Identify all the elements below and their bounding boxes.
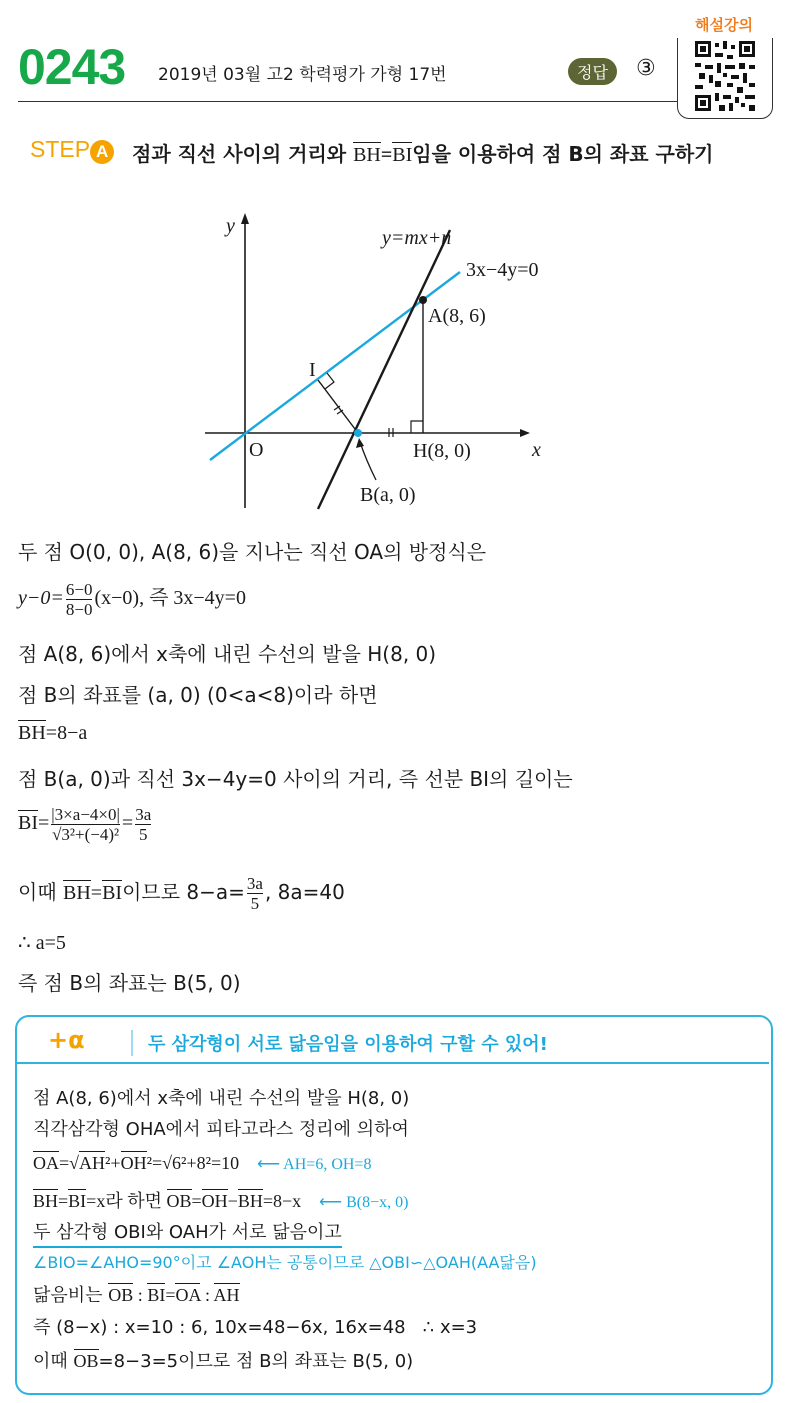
qr-label: 해설강의: [695, 16, 753, 34]
denominator: 8−0: [65, 600, 93, 619]
numerator: 6−0: [65, 580, 93, 599]
step-title-text: 점과 직선 사이의 거리와: [132, 142, 354, 166]
text: =: [191, 1191, 202, 1211]
label-a: A(8, 6): [428, 305, 486, 327]
problem-source: 2019년 03월 고2 학력평가 가형 17번: [158, 65, 447, 85]
box-line: [33, 1347, 413, 1373]
text: (x−0), 즉 3x−4y=0: [94, 587, 246, 610]
text: ²+: [105, 1153, 121, 1173]
fraction: [66, 580, 93, 619]
step-letter: A: [90, 140, 114, 164]
box-line: [33, 1218, 342, 1244]
denominator: 5: [247, 893, 263, 913]
denominator: 5: [135, 824, 151, 844]
hint-note: ⟵ B(8−x, 0): [319, 1194, 409, 1211]
text: =√: [59, 1153, 80, 1173]
underlined-text: 두 삼각형 OBI와 OAH가 서로 닮음이고: [33, 1222, 342, 1248]
text: 이때: [33, 1351, 74, 1372]
segment: OB: [73, 1351, 99, 1371]
text: :: [133, 1285, 148, 1305]
title-separator: [131, 1030, 133, 1056]
step-title: [132, 139, 752, 170]
box-line: 직각삼각형 OHA에서 피타고라스 정리에 의하여: [33, 1119, 409, 1140]
right-angle-h: [411, 421, 423, 433]
answer-badge: 정답: [568, 58, 617, 85]
segment: BH: [63, 882, 91, 904]
step-badge: [30, 136, 114, 164]
segment: AH: [213, 1285, 240, 1305]
box-line: [33, 1153, 371, 1174]
segment: BI: [102, 882, 123, 904]
segment: OB: [108, 1285, 134, 1305]
y-axis-arrow-icon: [241, 213, 249, 224]
segment: BI: [147, 1285, 166, 1305]
body-line: 두 점 O(0, 0), A(8, 6)을 지나는 직선 OA의 방정식은: [18, 540, 487, 564]
text: :: [200, 1285, 214, 1305]
text: y−0=: [18, 587, 64, 610]
alpha-box-title: 두 삼각형이 서로 닮음임을 이용하여 구할 수 있어!: [148, 1034, 548, 1055]
alpha-badge: +α: [48, 1026, 85, 1054]
text: =: [121, 812, 134, 835]
segment-bi: BI: [392, 144, 413, 166]
step-word: STEP: [30, 136, 91, 162]
problem-number: 0243: [18, 39, 126, 95]
step-title-text: 임을 이용하여 점 B의 좌표 구하기: [412, 142, 714, 166]
box-line: 즉 (8−x) : x=10 : 6, 10x=48−6x, 16x=48 ∴ x=3: [33, 1317, 478, 1338]
segment: OH: [201, 1191, 228, 1211]
body-line: [18, 722, 87, 745]
body-line: [18, 805, 153, 844]
segment: OA: [175, 1285, 201, 1305]
segment: AH: [79, 1153, 106, 1173]
pointer-arrow: [360, 442, 376, 480]
segment: OH: [120, 1153, 147, 1173]
text: 닮음비는: [33, 1285, 109, 1306]
box-line: [33, 1187, 408, 1213]
box-line-reason: ∠BIO=∠AHO=90°이고 ∠AOH는 공통이므로 △OBI∽△OAH(AA닮음): [33, 1253, 537, 1272]
text: , 8a=40: [264, 880, 345, 904]
header-divider: [18, 101, 678, 102]
denominator: √3²+(−4)²: [52, 825, 120, 844]
box-line: 점 A(8, 6)에서 x축에 내린 수선의 발을 H(8, 0): [33, 1088, 410, 1109]
body-line: [18, 580, 246, 619]
label-y: y: [226, 215, 235, 237]
text: ²=√6²+8²=10: [146, 1153, 240, 1173]
text: =: [58, 1191, 69, 1211]
qr-code-icon: [695, 41, 755, 111]
segment: BH: [18, 722, 46, 744]
body-line: 점 B(a, 0)과 직선 3x−4y=0 사이의 거리, 즉 선분 BI의 길이는: [18, 767, 573, 791]
line-mx-n: [318, 230, 450, 509]
point-b: [354, 429, 362, 437]
text: =: [165, 1285, 176, 1305]
segment: BI: [18, 812, 38, 835]
body-line: ∴ a=5: [18, 932, 66, 954]
perpendicular-bi: [318, 380, 358, 433]
body-line: 점 A(8, 6)에서 x축에 내린 수선의 발을 H(8, 0): [18, 642, 437, 666]
point-a: [419, 296, 427, 304]
fraction: [51, 805, 120, 844]
body-line: 점 B의 좌표를 (a, 0) (0<a<8)이라 하면: [18, 683, 378, 707]
label-line-mx-n: y=mx+n: [382, 227, 452, 249]
equals: =: [380, 144, 393, 166]
body-line: 즉 점 B의 좌표는 B(5, 0): [18, 971, 241, 995]
text: −: [227, 1191, 238, 1211]
numerator: 3a: [135, 805, 152, 824]
text: =8−x: [262, 1191, 302, 1211]
label-x: x: [532, 439, 541, 461]
pointer-arrowhead-icon: [356, 438, 364, 448]
text: 이므로 8−a=: [122, 880, 245, 904]
qr-code[interactable]: [677, 38, 773, 119]
text: =: [90, 882, 103, 904]
segment: BH: [237, 1191, 263, 1211]
label-b: B(a, 0): [360, 484, 416, 506]
text: =8−3=5이므로 점 B의 좌표는 B(5, 0): [98, 1351, 414, 1372]
body-line: [18, 874, 345, 913]
label-o: O: [249, 439, 264, 461]
segment: OA: [33, 1153, 59, 1173]
numerator: |3×a−4×0|: [51, 805, 120, 824]
fraction: [135, 805, 151, 844]
label-i: I: [309, 359, 316, 381]
x-axis-arrow-icon: [520, 429, 530, 437]
segment: OB: [166, 1191, 192, 1211]
coordinate-diagram: [0, 200, 795, 520]
text: =: [38, 812, 50, 835]
label-h: H(8, 0): [413, 440, 471, 462]
segment-bh: BH: [353, 144, 381, 166]
numerator: 3a: [246, 874, 263, 893]
label-line-3x-4y: 3x−4y=0: [466, 259, 539, 281]
right-angle-i: [325, 373, 334, 389]
segment: BI: [68, 1191, 87, 1211]
text: =8−a: [45, 722, 88, 744]
fraction: [247, 874, 263, 913]
box-line: [33, 1281, 240, 1307]
hint-note: ⟵ AH=6, OH=8: [257, 1156, 372, 1173]
text: =x라 하면: [86, 1191, 167, 1211]
segment: BH: [33, 1191, 59, 1211]
text: 이때: [18, 880, 63, 904]
answer-value: ③: [636, 56, 656, 81]
